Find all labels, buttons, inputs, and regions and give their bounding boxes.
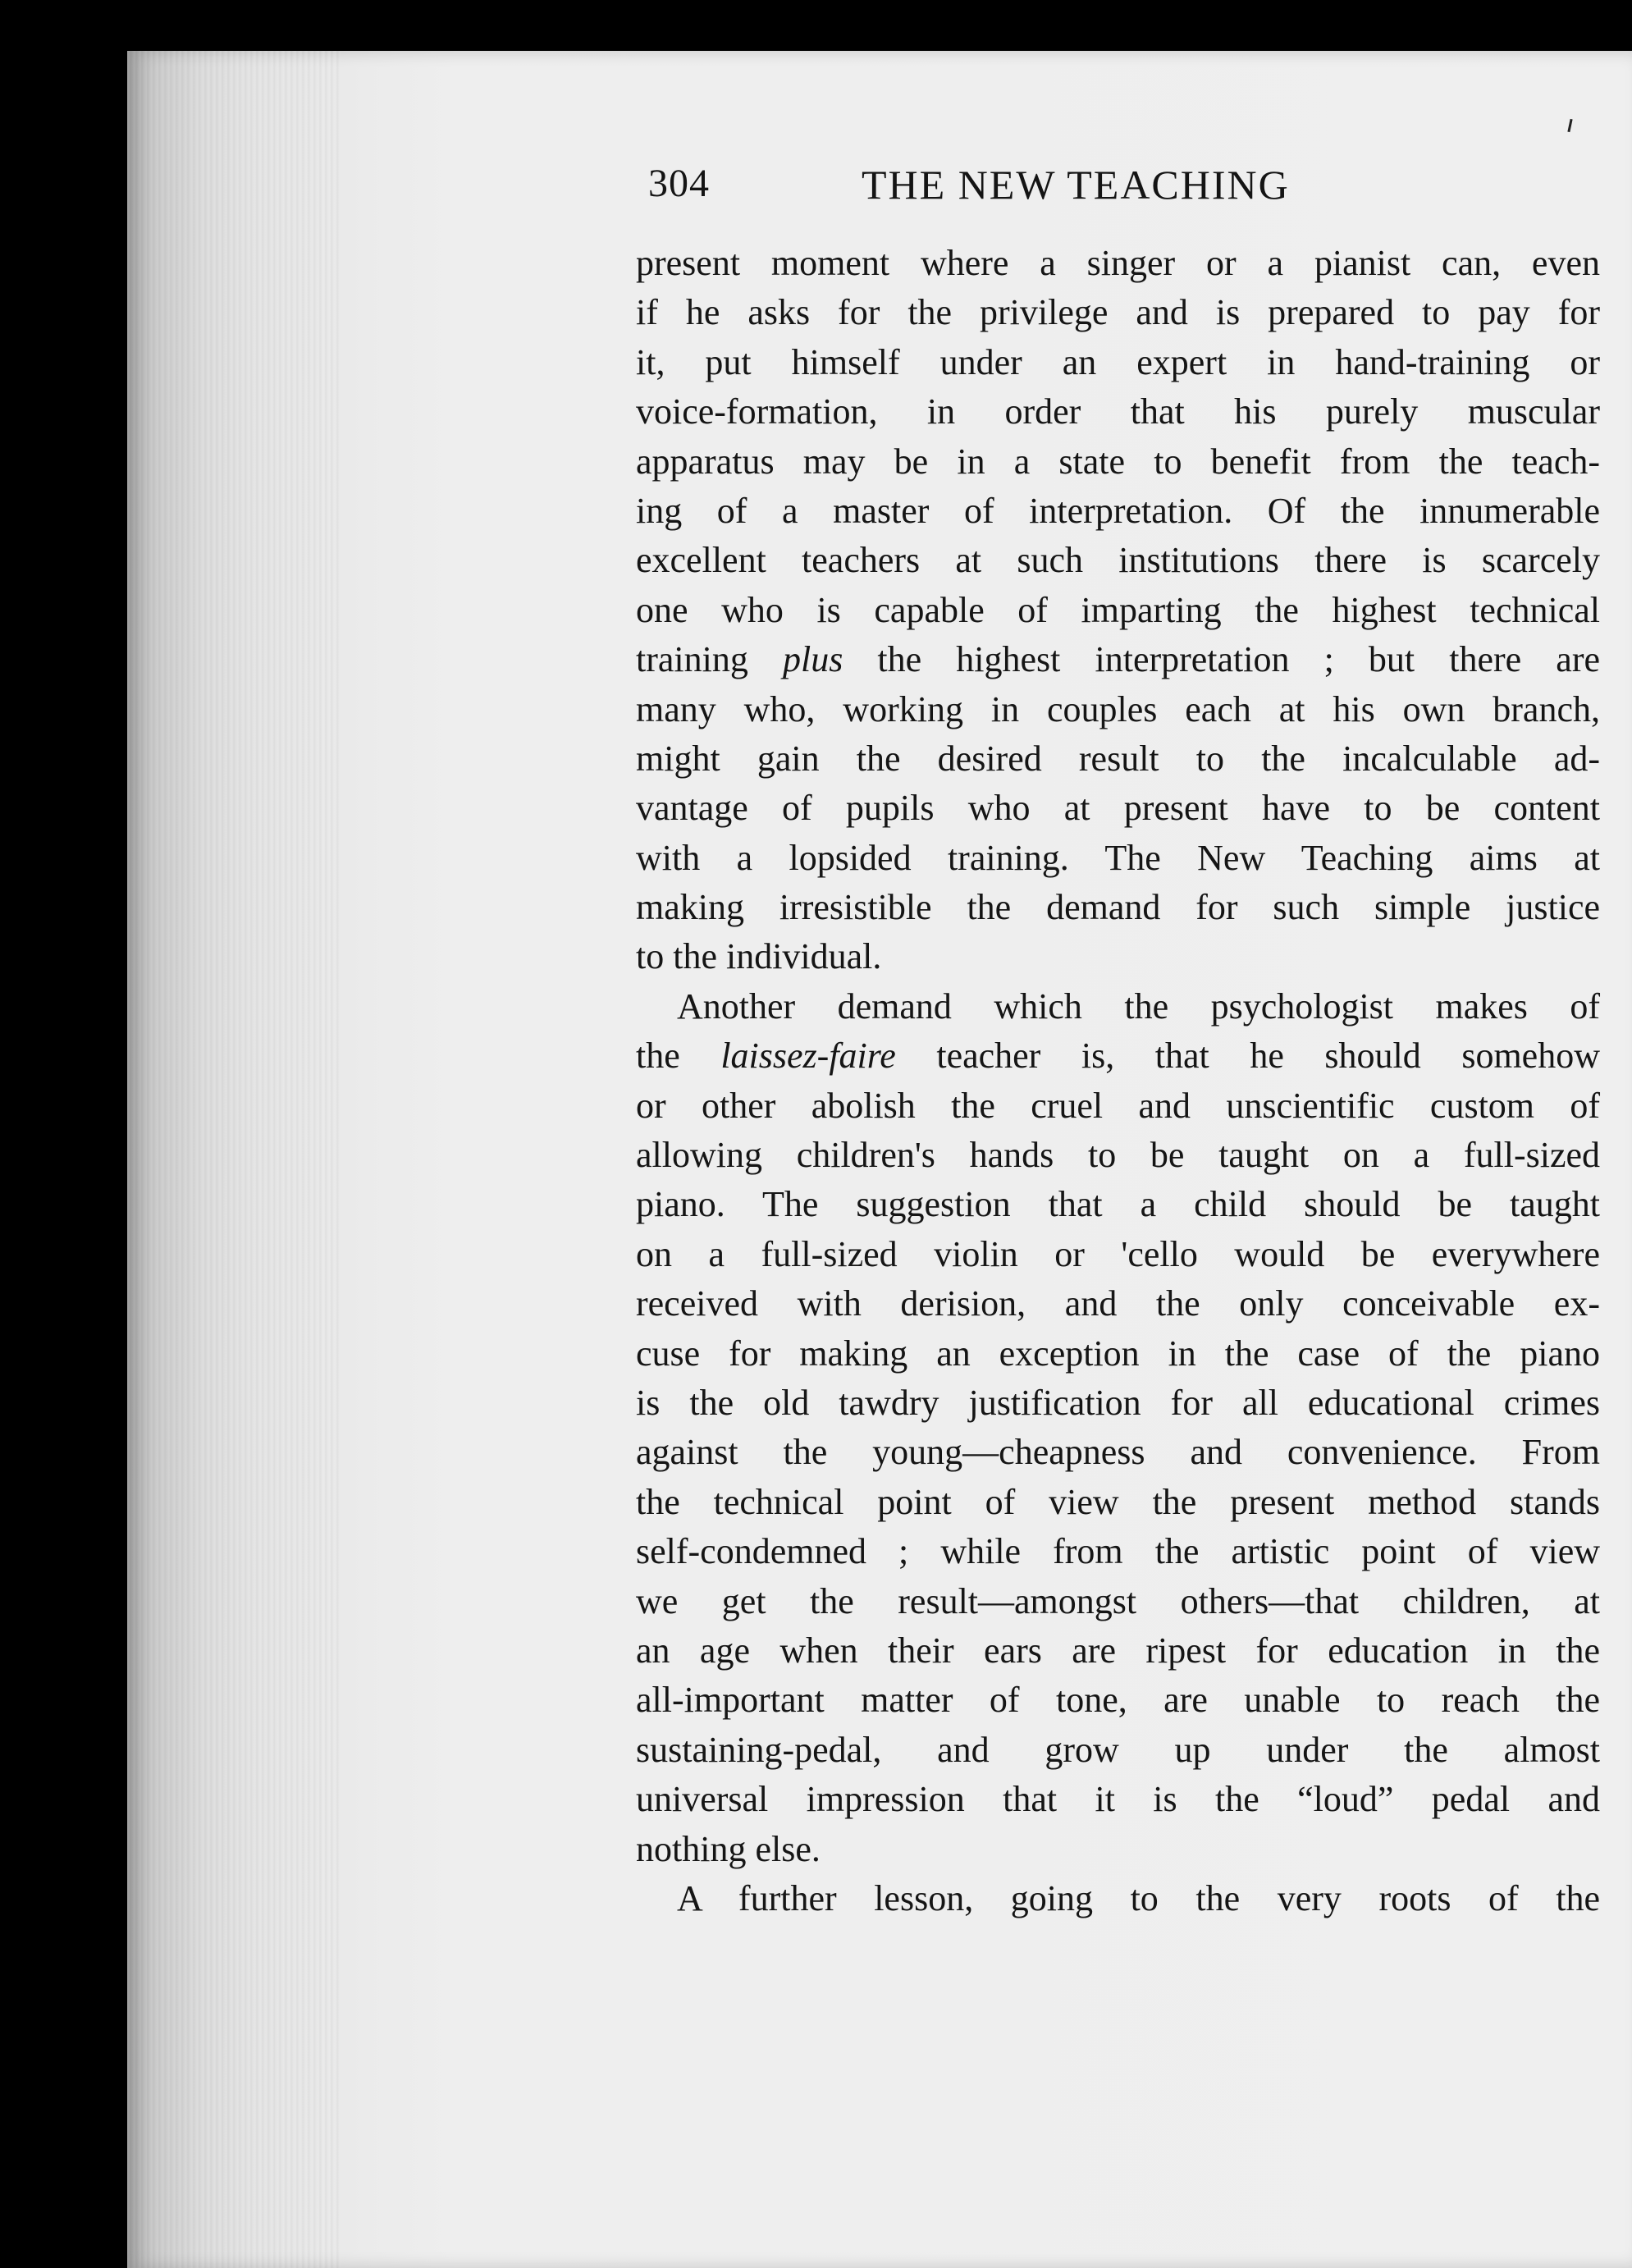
text-line: is the old tawdry justification for all educational crimes <box>636 1382 1600 1423</box>
text-line: the technical point of view the present method stands <box>636 1481 1600 1522</box>
text-line: the laissez-faire teacher is, that he should somehow <box>636 1036 1600 1077</box>
text-line: against the young—cheapness and convenience. From <box>636 1432 1600 1473</box>
text-line: one who is capable of imparting the highest technical <box>636 589 1600 630</box>
text-line: might gain the desired result to the incalculable ad- <box>636 738 1600 779</box>
page-number: 304 <box>648 162 710 205</box>
text-line: present moment where a singer or a pianist can, even <box>636 243 1600 283</box>
text-line: received with derision, and the only conceivable ex- <box>636 1283 1600 1324</box>
text-line: or other abolish the cruel and unscientific custom of <box>636 1085 1600 1126</box>
italic-word: plus <box>782 639 843 680</box>
body-text <box>636 239 1600 1923</box>
text-line: allowing children's hands to be taught on a full-sized <box>636 1135 1600 1176</box>
paragraph-start-line: Another demand which the psychologist makes of <box>677 985 1600 1027</box>
running-head: THE NEW TEACHING <box>862 162 1290 208</box>
text-line: if he asks for the privilege and is prepared to pay for <box>636 292 1600 333</box>
text-line: vantage of pupils who at present have to be content <box>636 788 1600 829</box>
text-line: ing of a master of interpretation. Of the innumerable <box>636 490 1600 531</box>
text-line: excellent teachers at such institutions there is scarcely <box>636 540 1600 581</box>
text-line: making irresistible the demand for such simple justice <box>636 887 1600 928</box>
text-line: all-important matter of tone, are unable to reach the <box>636 1680 1600 1721</box>
paragraph-start-line: A further lesson, going to the very roots of the <box>677 1877 1600 1918</box>
text-line: it, put himself under an expert in hand-training or <box>636 341 1600 382</box>
text-line: with a lopsided training. The New Teaching aims at <box>636 837 1600 878</box>
text-line: training plus the highest interpretation ; but there are <box>636 639 1601 680</box>
text-line: apparatus may be in a state to benefit from the teach- <box>636 441 1600 482</box>
page-header <box>648 161 1592 218</box>
text-line: universal impression that it is the “loud” pedal and <box>636 1779 1600 1820</box>
text-line: self-condemned ; while from the artistic point of view <box>636 1531 1600 1572</box>
text-line: many who, working in couples each at his own branch, <box>636 688 1600 729</box>
text-line: we get the result—amongst others—that children, at <box>636 1580 1600 1621</box>
text-line: cuse for making an exception in the case of the piano <box>636 1333 1600 1374</box>
italic-word: laissez-faire <box>720 1036 896 1077</box>
text-line: to the individual. <box>636 936 882 977</box>
text-line: sustaining-pedal, and grow up under the almost <box>636 1729 1600 1770</box>
text-line: piano. The suggestion that a child should be taught <box>636 1184 1600 1225</box>
text-line: voice-formation, in order that his purely muscular <box>636 391 1600 432</box>
text-line: on a full-sized violin or 'cello would be everywhere <box>636 1233 1600 1274</box>
page-gutter <box>127 51 341 2268</box>
text-line: an age when their ears are ripest for education in the <box>636 1630 1600 1671</box>
text-line: nothing else. <box>636 1828 821 1869</box>
